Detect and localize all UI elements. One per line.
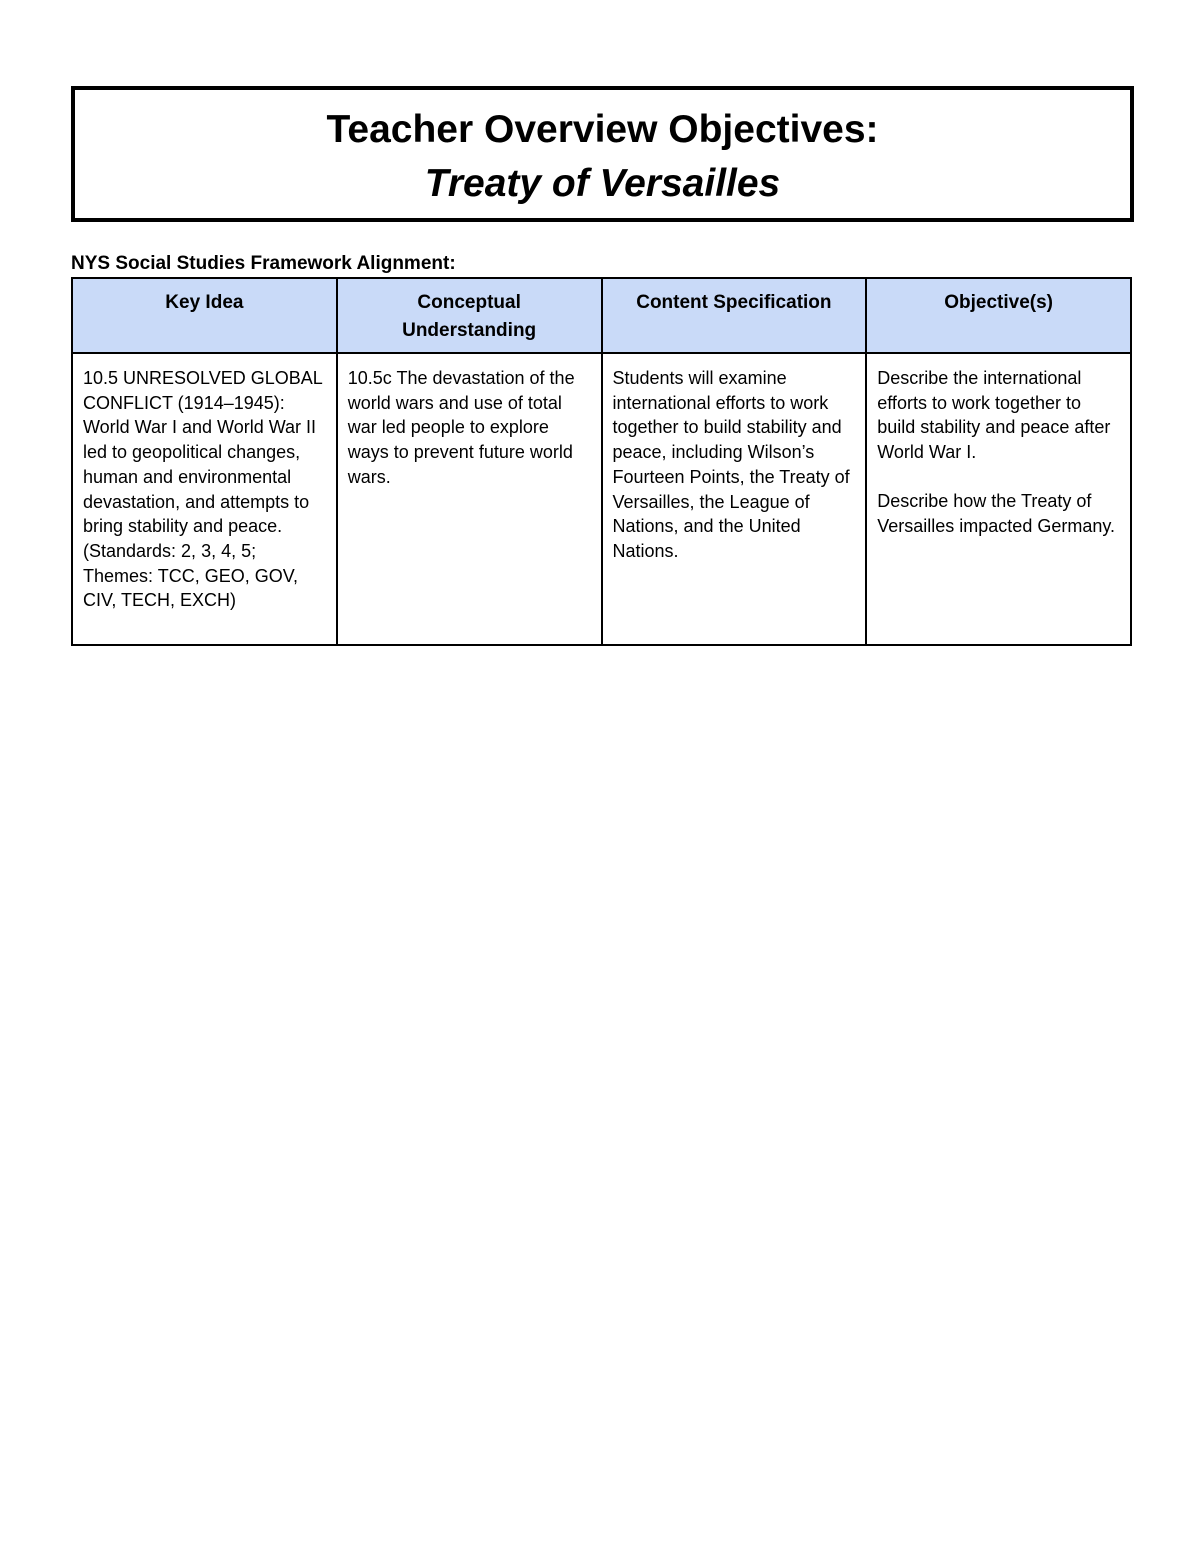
cell-content-specification [602,353,867,645]
key-idea-text: 10.5 UNRESOLVED GLOBAL CONFLICT (1914–1945): World War I and World War II led to geopolitical changes, human and environmental devastation, and attempts to bring stability and peace. (Standards: 2, 3, 4, 5; Themes: TCC, GEO, GOV, CIV, TECH, EXCH) [83,368,323,611]
page-title: Teacher Overview Objectives: [326,108,879,151]
table-row [72,353,1131,645]
objective-item: Describe how the Treaty of Versailles impacted Germany. [877,490,1116,536]
title-box [71,86,1134,222]
content-specification-text: Students will examine international efforts to work together to build stability and peace, including Wilson’s Fourteen Points, the Treaty of Versailles, the League of Nations, and the United Nations. [612,368,850,561]
objective-item: Describe the international efforts to work together to build stability and peace after World War I. [877,368,1111,463]
column-header-objectives: Objective(s) [866,278,1131,353]
framework-alignment-table [71,277,1132,646]
cell-key-idea [72,353,337,645]
page-subtitle: Treaty of Versailles [424,162,781,205]
conceptual-understanding-text: 10.5c The devastation of the world wars and use of total war led people to explore ways to prevent future world wars. [347,368,575,487]
table-header-row [72,278,1131,353]
column-header-conceptual-understanding: Conceptual Understanding [337,278,602,353]
column-header-content-specification: Content Specification [602,278,867,353]
column-header-key-idea: Key Idea [72,278,337,353]
section-label: NYS Social Studies Framework Alignment: [71,253,456,274]
cell-objectives [866,353,1131,645]
cell-conceptual-understanding [337,353,602,645]
